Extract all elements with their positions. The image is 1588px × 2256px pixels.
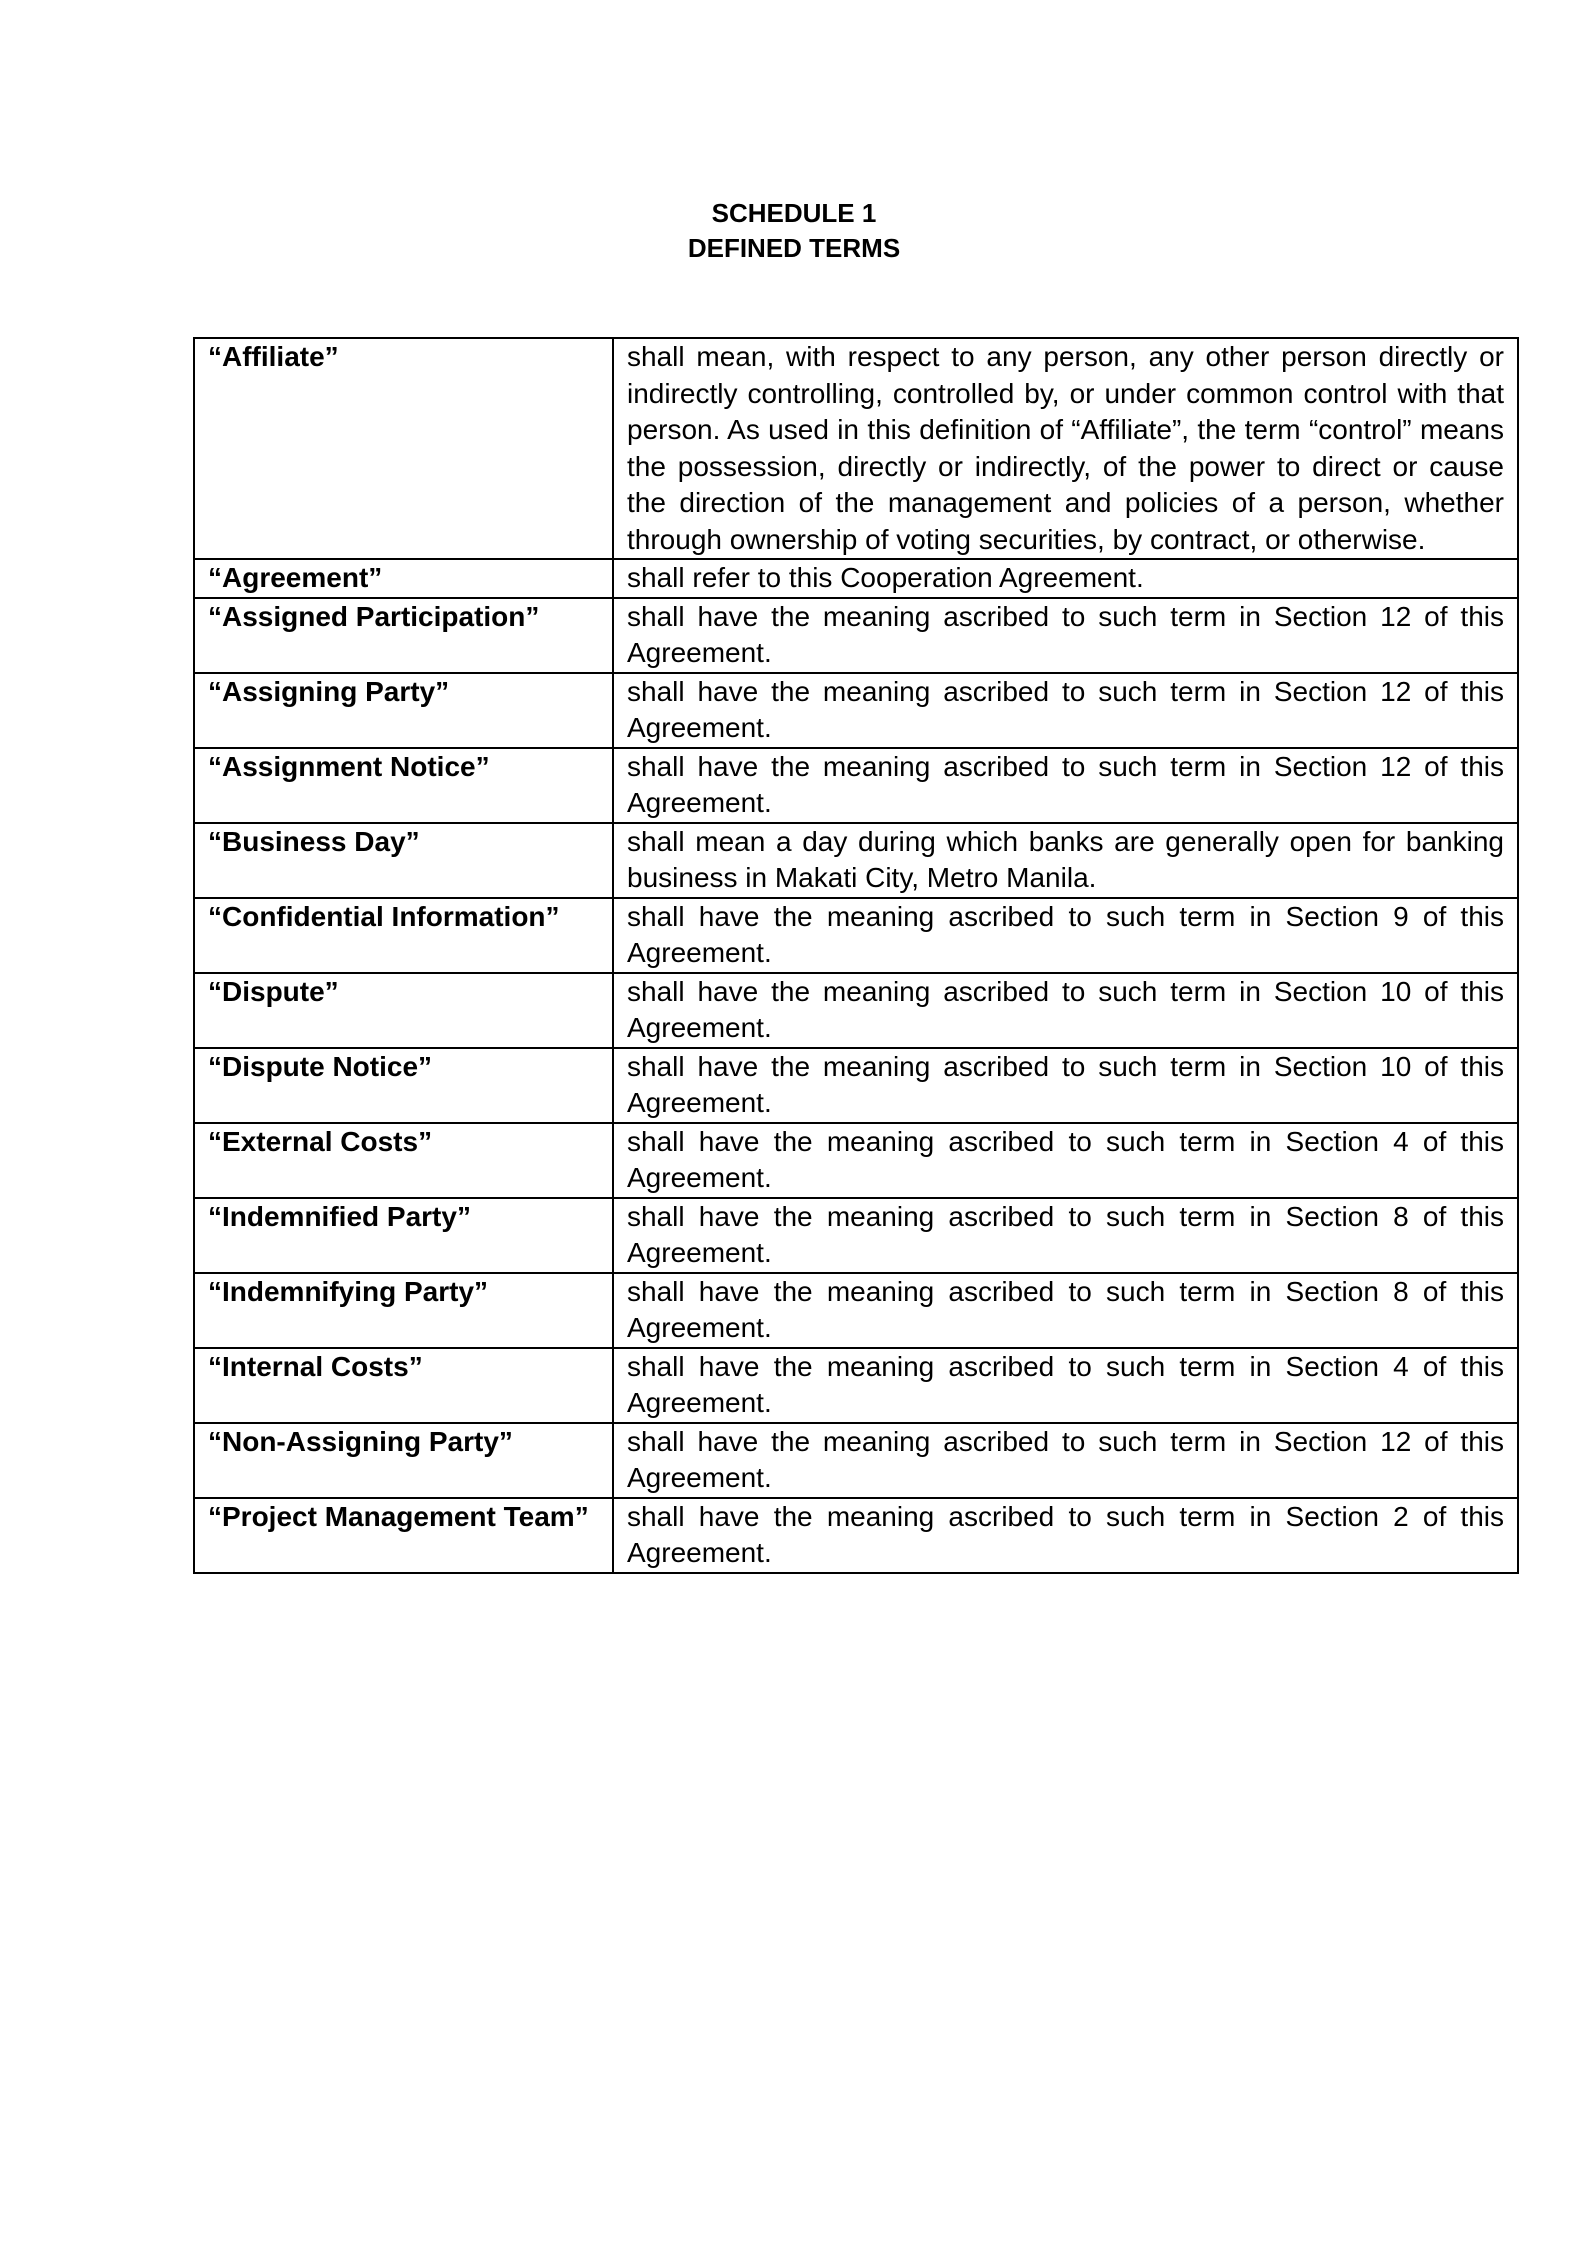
- term-cell: “Agreement”: [194, 559, 613, 598]
- schedule-subtitle: DEFINED TERMS: [687, 233, 901, 263]
- table-row: [194, 973, 1518, 1048]
- table-row: [194, 1348, 1518, 1423]
- table-row: [194, 1198, 1518, 1273]
- definition-cell: shall have the meaning ascribed to such term in Section 4 of this Agreement.: [613, 1123, 1518, 1198]
- term-cell: “Project Management Team”: [194, 1498, 613, 1573]
- table-row: [194, 898, 1518, 973]
- definition-cell: shall have the meaning ascribed to such term in Section 10 of this Agreement.: [613, 1048, 1518, 1123]
- table-row: [194, 1423, 1518, 1498]
- term-cell: “Internal Costs”: [194, 1348, 613, 1423]
- definition-cell: shall refer to this Cooperation Agreement.: [613, 559, 1518, 598]
- table-row: [194, 338, 1518, 559]
- term-cell: “Indemnifying Party”: [194, 1273, 613, 1348]
- term-cell: “Assigning Party”: [194, 673, 613, 748]
- term-cell: “Assigned Participation”: [194, 598, 613, 673]
- table-row: [194, 1123, 1518, 1198]
- definition-cell: shall have the meaning ascribed to such term in Section 8 of this Agreement.: [613, 1198, 1518, 1273]
- definition-cell: shall have the meaning ascribed to such term in Section 10 of this Agreement.: [613, 973, 1518, 1048]
- term-cell: “Non-Assigning Party”: [194, 1423, 613, 1498]
- term-cell: “Business Day”: [194, 823, 613, 898]
- definition-cell: shall mean a day during which banks are generally open for banking business in Makati City, Metro Manila.: [613, 823, 1518, 898]
- definition-cell: shall have the meaning ascribed to such term in Section 8 of this Agreement.: [613, 1273, 1518, 1348]
- schedule-title: SCHEDULE 1: [711, 198, 877, 228]
- definition-cell: shall have the meaning ascribed to such term in Section 12 of this Agreement.: [613, 673, 1518, 748]
- table-row: [194, 748, 1518, 823]
- table-row: [194, 1273, 1518, 1348]
- definition-cell: shall have the meaning ascribed to such term in Section 12 of this Agreement.: [613, 598, 1518, 673]
- definition-cell: shall have the meaning ascribed to such term in Section 9 of this Agreement.: [613, 898, 1518, 973]
- term-cell: “Affiliate”: [194, 338, 613, 559]
- term-cell: “Confidential Information”: [194, 898, 613, 973]
- definition-cell: shall have the meaning ascribed to such term in Section 4 of this Agreement.: [613, 1348, 1518, 1423]
- definition-cell: shall have the meaning ascribed to such term in Section 2 of this Agreement.: [613, 1498, 1518, 1573]
- term-cell: “Dispute”: [194, 973, 613, 1048]
- term-cell: “Dispute Notice”: [194, 1048, 613, 1123]
- table-row: [194, 673, 1518, 748]
- table-row: [194, 598, 1518, 673]
- schedule-heading: [0, 196, 1588, 266]
- definition-cell: shall mean, with respect to any person, any other person directly or indirectly controlling, controlled by, or under common control with that person. As used in this definition of “Affiliate”, the term “control” means the possession, directly or indirectly, of the power to direct or cause the direction of the management and policies of a person, whether through ownership of voting securities, by contract, or otherwise.: [613, 338, 1518, 559]
- definition-cell: shall have the meaning ascribed to such term in Section 12 of this Agreement.: [613, 748, 1518, 823]
- term-cell: “External Costs”: [194, 1123, 613, 1198]
- defined-terms-table: [193, 337, 1519, 1574]
- term-cell: “Indemnified Party”: [194, 1198, 613, 1273]
- table-row: [194, 823, 1518, 898]
- term-cell: “Assignment Notice”: [194, 748, 613, 823]
- definition-cell: shall have the meaning ascribed to such term in Section 12 of this Agreement.: [613, 1423, 1518, 1498]
- table-row: [194, 1498, 1518, 1573]
- table-row: [194, 1048, 1518, 1123]
- table-row: [194, 559, 1518, 598]
